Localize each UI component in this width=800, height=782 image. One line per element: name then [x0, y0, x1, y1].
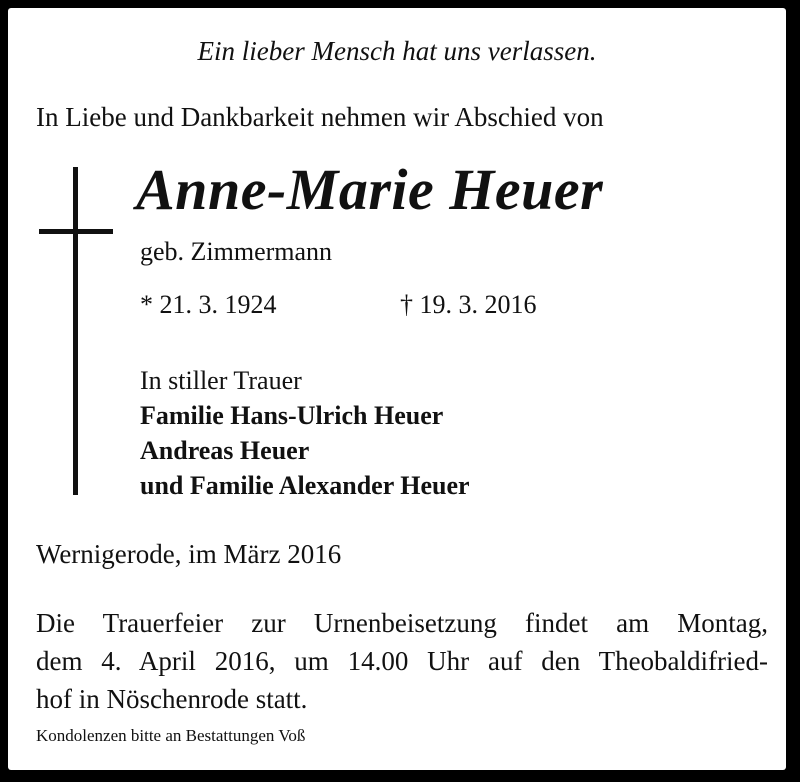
cross-horizontal-bar — [39, 229, 113, 234]
funeral-info-line: dem 4. April 2016, um 14.00 Uhr auf den Theobaldifried- — [36, 646, 768, 676]
deceased-name: Anne-Marie Heuer — [136, 157, 604, 222]
birth-date: * 21. 3. 1924 — [140, 290, 277, 319]
death-date: † 19. 3. 2016 — [400, 290, 537, 319]
motto: Ein lieber Mensch hat uns verlassen. — [197, 36, 597, 66]
maiden-name: geb. Zimmermann — [140, 237, 333, 266]
funeral-info — [36, 604, 768, 718]
intro-text: In Liebe und Dankbarkeit nehmen wir Abschied von — [36, 102, 604, 132]
mourner-line: Andreas Heuer — [140, 436, 310, 465]
mourner-line: Familie Hans-Ulrich Heuer — [140, 401, 444, 430]
mourner-line: und Familie Alexander Heuer — [140, 471, 470, 500]
funeral-info-line: Die Trauerfeier zur Urnenbeisetzung findet am Montag, — [36, 608, 768, 638]
funeral-info-line: hof in Nöschenrode statt. — [36, 684, 308, 714]
place-date: Wernigerode, im März 2016 — [36, 539, 342, 569]
condolences-note: Kondolenzen bitte an Bestattungen Voß — [36, 726, 306, 745]
cross-vertical-bar — [73, 167, 78, 495]
mourners-intro: In stiller Trauer — [140, 366, 302, 395]
obituary-card — [8, 8, 786, 770]
